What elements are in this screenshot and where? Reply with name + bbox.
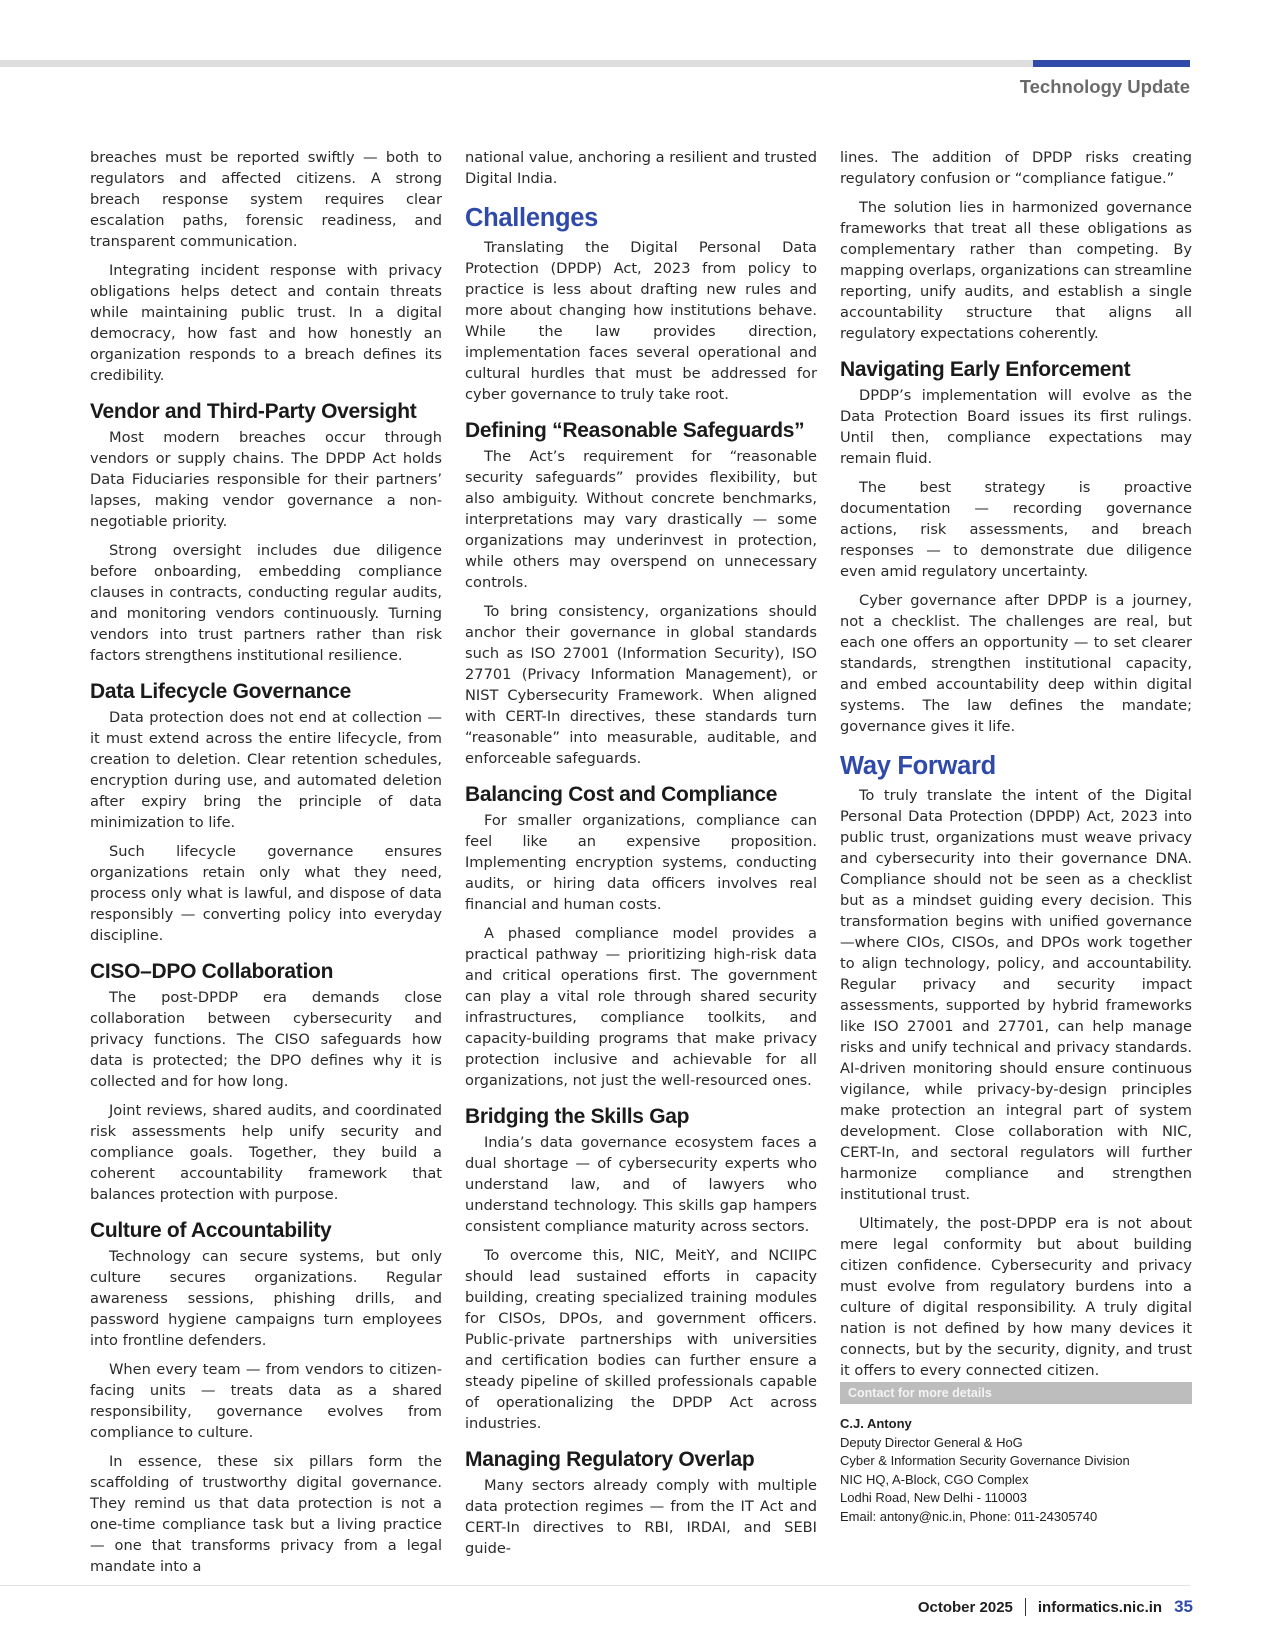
paragraph: When every team — from vendors to citizen-facing units — treats data as a shared responsibility, governance evolves from compliance to culture. (90, 1361, 442, 1441)
section-heading: Way Forward (840, 752, 996, 780)
paragraph: In essence, these six pillars form the scaffolding of trustworthy digital governance. They remind us that data protection is not a one-time compliance task but a living practice — one that transforms privacy from a legal mandate into a (90, 1453, 442, 1575)
contact-line: Lodhi Road, New Delhi - 110003 (840, 1490, 1027, 1505)
column-3 (840, 147, 1192, 1389)
paragraph: Most modern breaches occur through vendors or supply chains. The DPDP Act holds Data Fiduciaries responsible for their partners’ lapses, making vendor governance a non-negotiable priority. (90, 429, 442, 530)
paragraph: Strong oversight includes due diligence before onboarding, embedding compliance clauses in contracts, conducting regular audits, and monitoring vendors continuously. Turning vendors into trust partners rather than risk factors strengthens institutional resilience. (90, 542, 442, 664)
contact-line: NIC HQ, A-Block, CGO Complex (840, 1471, 1029, 1487)
paragraph: The best strategy is proactive documentation — recording governance actions, risk assessments, and breach responses — to demonstrate due diligence even amid regulatory uncertainty. (840, 479, 1192, 580)
contact-name: C.J. Antony (840, 1416, 912, 1431)
subsection-heading: Data Lifecycle Governance (90, 680, 351, 703)
paragraph: Integrating incident response with privacy obligations helps detect and contain threats while maintaining public trust. In a digital democracy, how fast and how honestly an organization responds to a breach defines its credibility. (90, 262, 442, 384)
subsection-heading: Navigating Early Enforcement (840, 358, 1131, 381)
paragraph: Such lifecycle governance ensures organizations retain only what they need, process only what is lawful, and dispose of data responsibly — converting policy into everyday discipline. (90, 843, 442, 944)
paragraph: The post-DPDP era demands close collaboration between cybersecurity and privacy functions. The CISO safeguards how data is protected; the DPO defines why it is collected and for how long. (90, 989, 442, 1090)
paragraph: The solution lies in harmonized governance frameworks that treat all these obligations as complementary rather than competing. By mapping overlaps, organizations can streamline reporting, unify audits, and establish a single accountability structure that aligns all regulatory expectations coherently. (840, 199, 1192, 342)
column-1 (90, 147, 442, 1585)
paragraph: lines. The addition of DPDP risks creating regulatory confusion or “compliance fatigue.” (840, 149, 1192, 187)
subsection-heading: Managing Regulatory Overlap (465, 1448, 755, 1471)
paragraph: The Act’s requirement for “reasonable security safeguards” provides flexibility, but also ambiguity. Without concrete benchmarks, interpretations may vary drastically — some organizations may underinvest in protection, while others may overspend on unnecessary controls. (465, 448, 817, 591)
subsection-heading: Balancing Cost and Compliance (465, 783, 778, 806)
paragraph: India’s data governance ecosystem faces a dual shortage — of cybersecurity experts who understand law, and of lawyers who understand technology. This skills gap hampers consistent compliance maturity across sectors. (465, 1134, 817, 1235)
paragraph: For smaller organizations, compliance can feel like an expensive proposition. Implementing encryption systems, conducting audits, or hiring data officers involves real financial and human costs. (465, 812, 817, 913)
subsection-heading: Bridging the Skills Gap (465, 1105, 690, 1128)
page-number: 35 (1174, 1597, 1193, 1616)
paragraph: To overcome this, NIC, MeitY, and NCIIPC should lead sustained efforts in capacity building, creating specialized training modules for CISOs, DPOs, and government officers. Public-private partnerships with universities and certification bodies can further ensure a steady pipeline of skilled professionals capable of operationalizing the DPDP Act across industries. (465, 1247, 817, 1432)
header-rule (0, 60, 1190, 67)
paragraph: To truly translate the intent of the Digital Personal Data Protection (DPDP) Act, 2023 into public trust, organizations must weave privacy and cybersecurity into their governance DNA. Compliance should not be seen as a checklist but as a mindset guiding every decision. This transformation begins with unified governance—where CIOs, CISOs, and DPOs work together to align technology, policy, and accountability. Regular privacy and security impact assessments, supported by hybrid frameworks like ISO 27001 and 27701, can help manage risks and unify technical and privacy standards. AI-driven monitoring should ensure continuous vigilance, while privacy-by-design principles make protection an integral part of system development. Close collaboration with NIC, CERT-In, and sectoral regulators will further harmonize compliance and strengthen institutional trust. (840, 787, 1192, 1203)
subsection-heading: CISO–DPO Collaboration (90, 960, 334, 983)
section-heading: Challenges (465, 204, 599, 232)
footer-rule (0, 1585, 1190, 1586)
contact-box (840, 1382, 1192, 1526)
subsection-heading: Culture of Accountability (90, 1219, 332, 1242)
paragraph: Translating the Digital Personal Data Protection (DPDP) Act, 2023 from policy to practice is less about drafting new rules and more about changing how institutions behave. While the law provides direction, implementation faces several operational and cultural hurdles that must be addressed for cyber governance to truly take root. (465, 239, 817, 403)
section-label: Technology Update (1019, 76, 1190, 97)
contact-email[interactable]: Email: antony@nic.in, Phone: 011-24305740 (840, 1508, 1098, 1524)
paragraph: breaches must be reported swiftly — both to regulators and affected citizens. A strong breach response system requires clear escalation paths, forensic readiness, and transparent communication. (90, 149, 442, 250)
subsection-heading: Defining “Reasonable Safeguards” (465, 419, 805, 442)
footer-separator (1025, 1598, 1026, 1616)
paragraph: Data protection does not end at collection — it must extend across the entire lifecycle, from creation to deletion. Clear retention schedules, encryption during use, and automated deletion after expiry bring the principle of data minimization to life. (90, 709, 442, 831)
issue-date: October 2025 (917, 1598, 1013, 1616)
paragraph: national value, anchoring a resilient and trusted Digital India. (465, 149, 817, 187)
contact-heading: Contact for more details (840, 1382, 1192, 1404)
paragraph: To bring consistency, organizations should anchor their governance in global standards such as ISO 27001 (Information Security), ISO 27701 (Privacy Information Management), or NIST Cybersecurity Framework. When aligned with CERT-In directives, these standards turn “reasonable” into measurable, auditable, and enforceable safeguards. (465, 603, 817, 767)
contact-line: Cyber & Information Security Governance Division (840, 1453, 1130, 1468)
paragraph: Technology can secure systems, but only culture secures organizations. Regular awareness sessions, phishing drills, and password hygiene campaigns turn employees into frontline defenders. (90, 1248, 442, 1349)
contact-line: Deputy Director General & HoG (840, 1434, 1023, 1450)
column-2 (465, 147, 817, 1567)
site-link[interactable]: informatics.nic.in (1037, 1598, 1163, 1616)
paragraph: Cyber governance after DPDP is a journey, not a checklist. The challenges are real, but each one offers an opportunity — to set clearer standards, strengthen institutional capacity, and embed accountability deep within digital systems. The law defines the mandate; governance gives it life. (840, 592, 1192, 735)
paragraph: Ultimately, the post-DPDP era is not about mere legal conformity but about building citizen confidence. Cybersecurity and privacy must evolve from regulatory burdens into a culture of digital responsibility. A truly digital nation is not defined by how many devices it connects, but by the security, dignity, and trust it offers to every connected citizen. (840, 1215, 1192, 1379)
header-accent-bar (1033, 60, 1190, 67)
footer (918, 1597, 1193, 1617)
paragraph: A phased compliance model provides a practical pathway — prioritizing high-risk data and critical operations first. The government can play a vital role through shared security infrastructures, compliance toolkits, and capacity-building programs that make privacy protection inclusive and achievable for all organizations, not just the well-resourced ones. (465, 925, 817, 1089)
paragraph: DPDP’s implementation will evolve as the Data Protection Board issues its first rulings. Until then, compliance expectations may remain fluid. (840, 387, 1192, 467)
paragraph: Many sectors already comply with multiple data protection regimes — from the IT Act and CERT-In directives to RBI, IRDAI, and SEBI guide- (465, 1477, 817, 1557)
paragraph: Joint reviews, shared audits, and coordinated risk assessments help unify security and compliance goals. Together, they build a coherent accountability framework that balances protection with purpose. (90, 1102, 442, 1203)
subsection-heading: Vendor and Third-Party Oversight (90, 400, 417, 423)
